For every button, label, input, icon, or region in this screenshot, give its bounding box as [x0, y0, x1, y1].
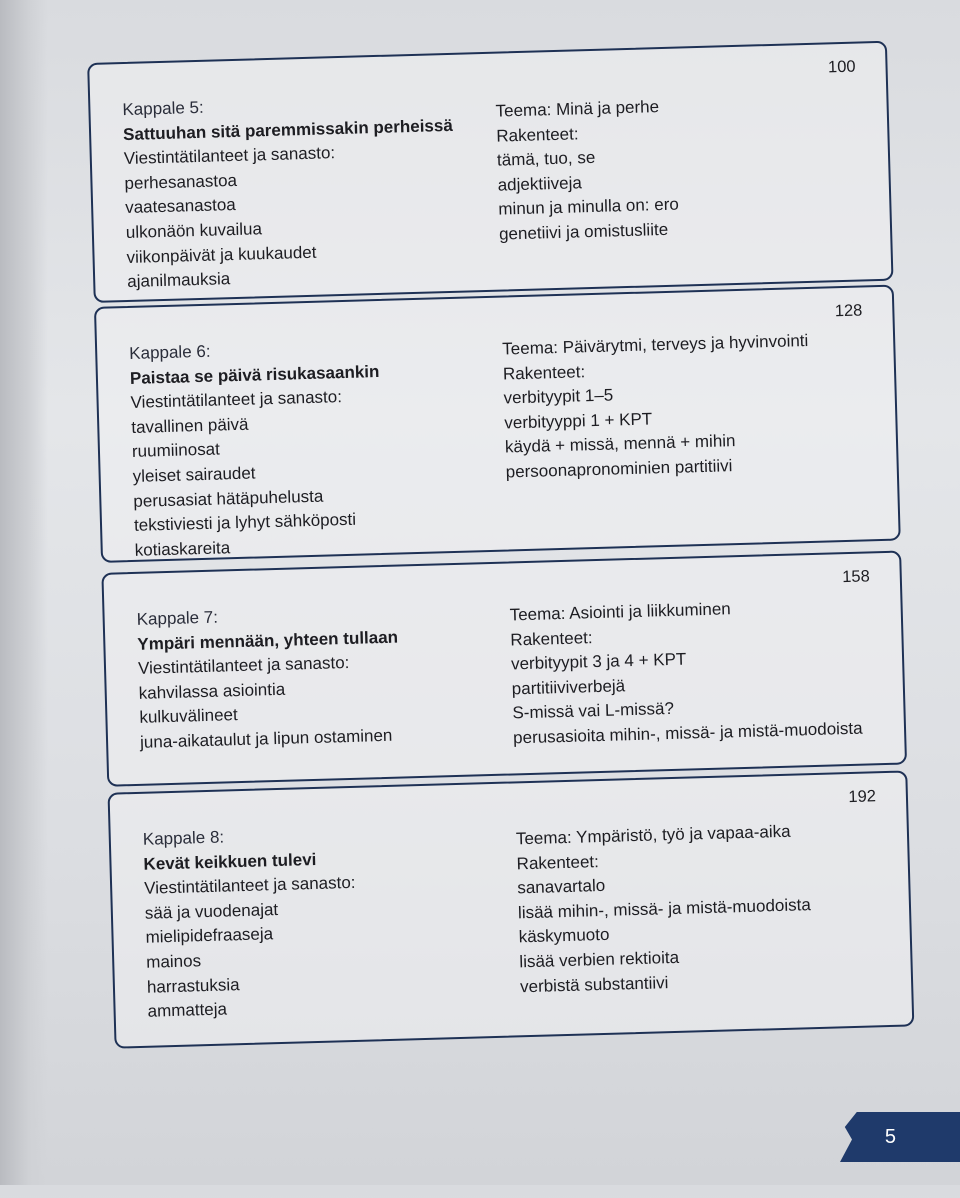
chapter-5-left-column [122, 88, 487, 295]
chapter-6-box [94, 285, 901, 563]
chapter-5-label: Kappale 5: [122, 97, 204, 120]
chapter-6-vocab-item: perusasiat hätäpuhelusta [133, 486, 324, 511]
chapter-7-box [101, 551, 907, 787]
chapter-6-label: Kappale 6: [128, 341, 211, 363]
chapter-6-structures-heading: Rakenteet: [502, 361, 586, 384]
chapter-6-structure-item: verbityyppi 1 + KPT [504, 409, 653, 433]
chapter-7-vocab-item: juna-aikataulut ja lipun ostaminen [139, 725, 393, 752]
chapter-5-vocab-item: perhesanastoa [124, 170, 238, 193]
chapter-5-title: Sattuuhan sitä paremmissakin perheissä [122, 115, 454, 144]
chapter-7-structure-item: verbityypit 3 ja 4 + KPT [510, 649, 687, 674]
chapter-8-theme: Teema: Ympäristö, työ ja vapaa-aika [515, 821, 791, 849]
chapter-5-structure-item: tämä, tuo, se [496, 148, 596, 170]
chapter-6-vocab-item: tavallinen päivä [131, 414, 249, 437]
chapter-8-right-column [516, 816, 911, 999]
chapter-6-left-column [129, 332, 495, 563]
chapter-8-structures-heading: Rakenteet: [516, 851, 600, 873]
chapter-8-vocab-item: mielipidefraaseja [145, 924, 274, 948]
chapter-8-vocab-item: harrastuksia [146, 974, 240, 997]
chapter-8-structure-item: lisää mihin-, missä- ja mistä-muodoista [517, 894, 812, 923]
chapter-6-structure-item: verbityypit 1–5 [503, 385, 614, 408]
chapter-5-vocab-item: vaatesanastoa [124, 195, 237, 218]
chapter-7-label: Kappale 7: [136, 607, 219, 629]
chapter-6-vocab-item: ruumiinosat [131, 439, 221, 462]
chapter-5-box [87, 41, 893, 303]
chapter-7-vocab-item: kulkuvälineet [139, 705, 238, 728]
chapter-7-structure-item: perusasioita mihin-, missä- ja mistä-muodoista [512, 718, 863, 748]
chapter-6-vocab-heading: Viestintätilanteet ja sanasto: [130, 387, 343, 413]
chapter-5-vocab-item: viikonpäivät ja kuukaudet [126, 242, 317, 267]
chapter-6-structure-item: persoonapronominien partitiivi [505, 456, 733, 482]
chapter-5-structure-item: genetiivi ja omistusliite [498, 219, 669, 244]
chapter-8-left-column [143, 818, 508, 1025]
chapter-8-label: Kappale 8: [142, 827, 225, 849]
chapter-8-structure-item: lisää verbien rektioita [519, 947, 680, 972]
chapter-8-page-number: 192 [848, 787, 877, 807]
chapter-7-structure-item: partitiiviverbejä [511, 676, 626, 699]
chapter-5-structure-item: adjektiiveja [497, 173, 583, 195]
chapter-7-title: Ympäri mennään, yhteen tullaan [137, 627, 399, 654]
chapter-5-structure-item: minun ja minulla on: ero [498, 194, 680, 219]
chapter-5-vocab-item: ulkonäön kuvailua [125, 219, 263, 242]
chapter-7-vocab-heading: Viestintätilanteet ja sanasto: [137, 653, 350, 679]
chapter-5-structures-heading: Rakenteet: [496, 123, 579, 146]
chapter-6-vocab-item: yleiset sairaudet [132, 463, 256, 486]
chapter-7-right-column [509, 593, 903, 751]
chapter-5-right-column [495, 89, 889, 247]
chapter-7-structure-item: S-missä vai L-missä? [512, 699, 675, 723]
chapter-8-vocab-item: mainos [145, 951, 202, 972]
chapter-6-right-column [502, 327, 896, 485]
chapter-8-vocab-heading: Viestintätilanteet ja sanasto: [143, 873, 356, 898]
chapter-6-theme: Teema: Päivärytmi, terveys ja hyvinvointi [502, 331, 809, 359]
chapter-5-theme: Teema: Minä ja perhe [495, 97, 660, 121]
chapter-6-vocab-item: tekstiviesti ja lyhyt sähköposti [133, 509, 357, 536]
page-number-tab [840, 1112, 960, 1162]
chapter-6-structure-item: käydä + missä, mennä + mihin [504, 431, 736, 457]
chapter-8-vocab-item: sää ja vuodenajat [144, 899, 279, 923]
chapter-7-vocab-item: kahvilassa asiointia [138, 679, 286, 703]
chapter-7-page-number: 158 [841, 567, 871, 587]
chapter-8-title: Kevät keikkuen tulevi [143, 849, 317, 874]
chapter-8-structure-item: sanavartalo [517, 876, 606, 898]
chapter-8-vocab-item: ammatteja [147, 999, 228, 1021]
chapter-6-page-number: 128 [834, 301, 863, 321]
chapter-8-box [108, 770, 915, 1048]
chapter-5-page-number: 100 [827, 57, 856, 77]
chapter-6-vocab-item: kotiaskareita [134, 537, 231, 560]
chapter-6-title: Paistaa se päivä risukasaankin [129, 361, 380, 388]
chapter-5-vocab-heading: Viestintätilanteet ja sanasto: [123, 143, 336, 169]
page-number: 5 [884, 1126, 896, 1148]
chapter-5-vocab-item: ajanilmauksia [126, 269, 231, 292]
chapter-8-structure-item: käskymuoto [518, 925, 610, 947]
chapter-7-theme: Teema: Asiointi ja liikkuminen [509, 599, 731, 625]
chapter-7-structures-heading: Rakenteet: [510, 627, 593, 650]
chapter-7-left-column [136, 598, 500, 756]
chapter-8-structure-item: verbistä substantiivi [519, 972, 669, 996]
